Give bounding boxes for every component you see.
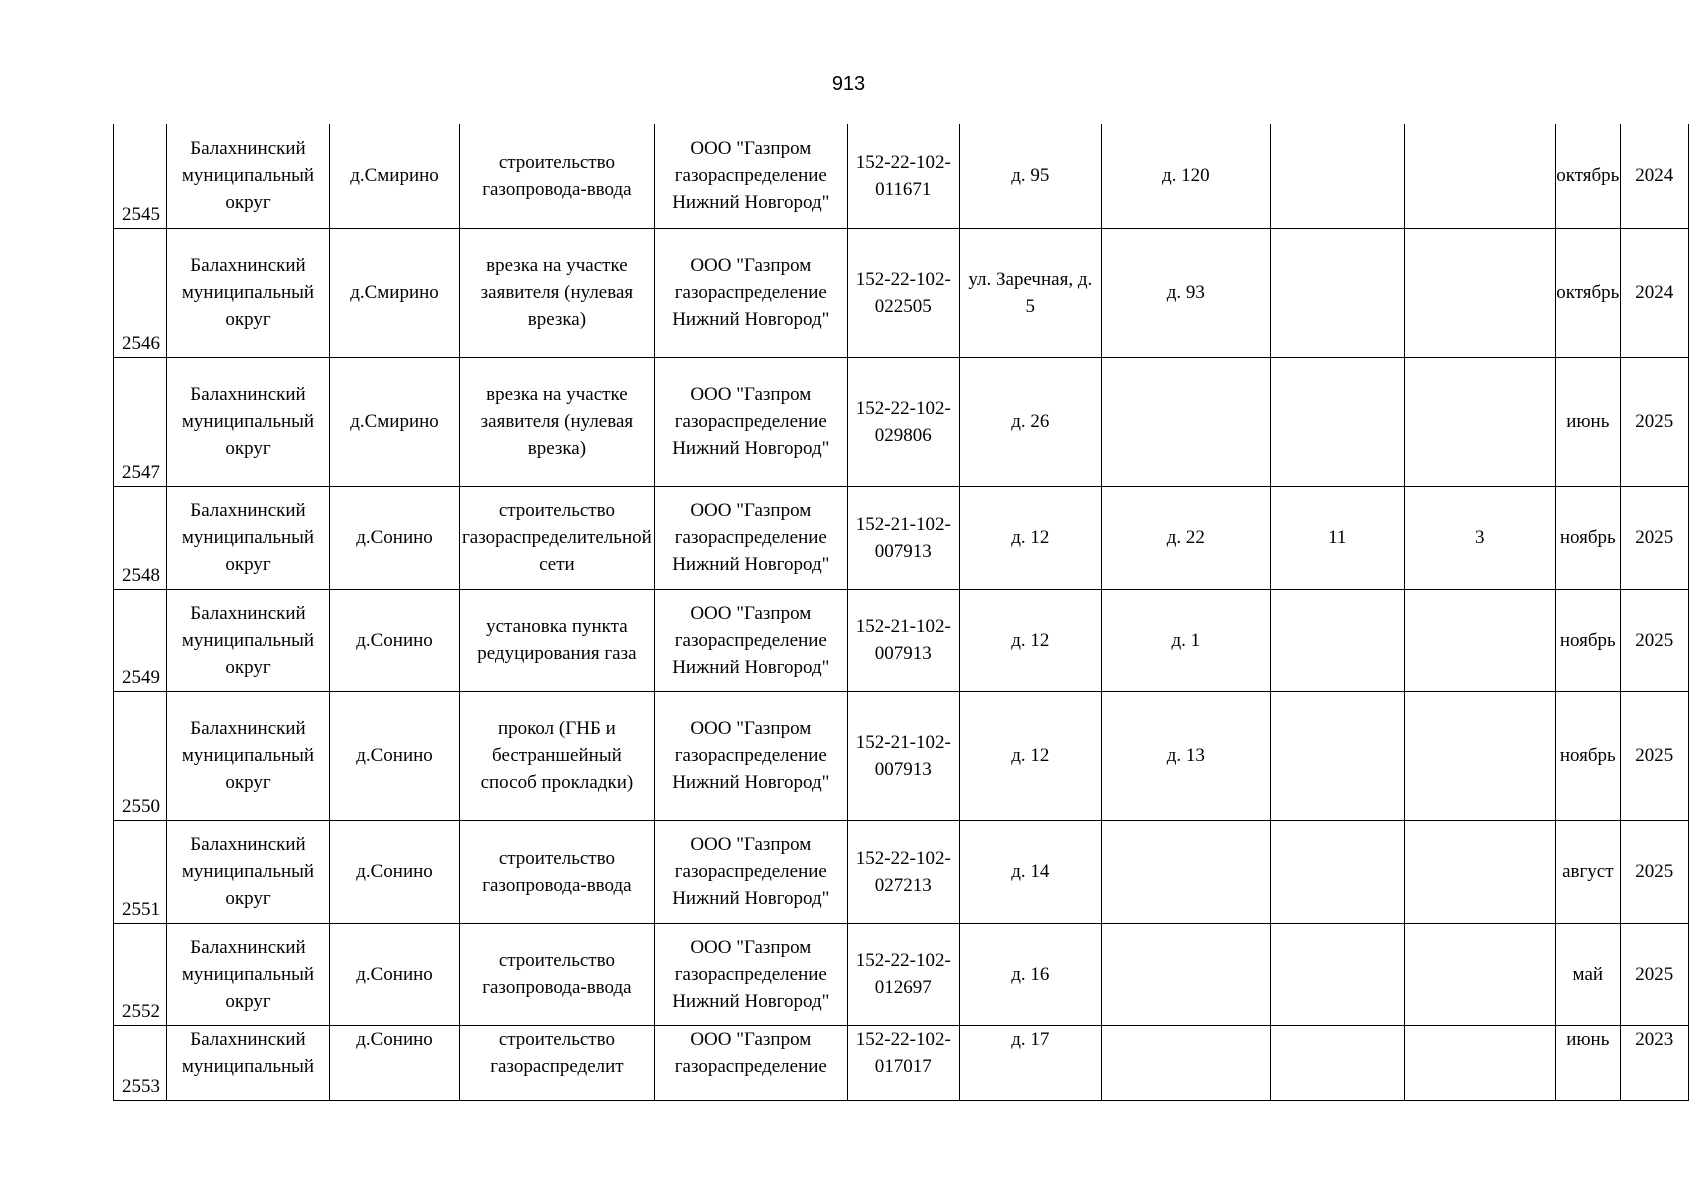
year-cell: 2025 (1620, 691, 1688, 820)
work-type-cell: строительство газопровода-ввода (460, 820, 655, 923)
code-cell: 152-22-102-022505 (847, 228, 959, 357)
address-from-cell: д. 12 (959, 691, 1101, 820)
district-cell: Балахнинский муниципальный округ (167, 486, 330, 589)
code-cell: 152-21-102-007913 (847, 486, 959, 589)
organization-cell: ООО "Газпром газораспределение Нижний Новгород" (654, 923, 847, 1025)
table-row (114, 124, 1689, 228)
value-cell-10 (1404, 124, 1555, 228)
month-cell: ноябрь (1555, 486, 1620, 589)
code-cell: 152-22-102-029806 (847, 357, 959, 486)
value-cell-10 (1404, 820, 1555, 923)
value-cell-10: 3 (1404, 486, 1555, 589)
district-cell: Балахнинский муниципальный округ (167, 357, 330, 486)
locality-cell: д.Сонино (330, 820, 460, 923)
month-cell: август (1555, 820, 1620, 923)
value-cell-9 (1270, 923, 1404, 1025)
code-cell: 152-22-102-017017 (847, 1025, 959, 1100)
value-cell-10 (1404, 1025, 1555, 1100)
district-cell: Балахнинский муниципальный округ (167, 820, 330, 923)
locality-cell: д.Сонино (330, 1025, 460, 1100)
value-cell-9 (1270, 124, 1404, 228)
month-cell: ноябрь (1555, 589, 1620, 691)
month-cell: октябрь (1555, 124, 1620, 228)
value-cell-10 (1404, 691, 1555, 820)
district-cell: Балахнинский муниципальный округ (167, 589, 330, 691)
value-cell-9 (1270, 691, 1404, 820)
month-cell: октябрь (1555, 228, 1620, 357)
row-number-cell: 2547 (114, 357, 167, 486)
value-cell-9 (1270, 1025, 1404, 1100)
year-cell: 2023 (1620, 1025, 1688, 1100)
year-cell: 2025 (1620, 486, 1688, 589)
organization-cell: ООО "Газпром газораспределение (654, 1025, 847, 1100)
table-row (114, 691, 1689, 820)
code-cell: 152-22-102-012697 (847, 923, 959, 1025)
organization-cell: ООО "Газпром газораспределение Нижний Новгород" (654, 691, 847, 820)
district-cell: Балахнинский муниципальный округ (167, 124, 330, 228)
code-cell: 152-21-102-007913 (847, 589, 959, 691)
code-cell: 152-22-102-011671 (847, 124, 959, 228)
locality-cell: д.Сонино (330, 486, 460, 589)
table-row (114, 589, 1689, 691)
address-from-cell: д. 12 (959, 486, 1101, 589)
address-to-cell: д. 93 (1101, 228, 1270, 357)
row-number-cell: 2551 (114, 820, 167, 923)
work-type-cell: строительство газопровода-ввода (460, 124, 655, 228)
address-from-cell: ул. Заречная, д. 5 (959, 228, 1101, 357)
organization-cell: ООО "Газпром газораспределение Нижний Новгород" (654, 486, 847, 589)
address-to-cell: д. 120 (1101, 124, 1270, 228)
locality-cell: д.Смирино (330, 357, 460, 486)
row-number-cell: 2549 (114, 589, 167, 691)
row-number-cell: 2545 (114, 124, 167, 228)
organization-cell: ООО "Газпром газораспределение Нижний Новгород" (654, 228, 847, 357)
year-cell: 2025 (1620, 923, 1688, 1025)
locality-cell: д.Смирино (330, 228, 460, 357)
year-cell: 2025 (1620, 820, 1688, 923)
value-cell-9: 11 (1270, 486, 1404, 589)
row-number-cell: 2550 (114, 691, 167, 820)
work-type-cell: строительство газораспределит (460, 1025, 655, 1100)
value-cell-10 (1404, 589, 1555, 691)
work-type-cell: врезка на участке заявителя (нулевая врезка) (460, 228, 655, 357)
work-type-cell: прокол (ГНБ и бестраншейный способ прокладки) (460, 691, 655, 820)
address-from-cell: д. 14 (959, 820, 1101, 923)
address-to-cell: д. 1 (1101, 589, 1270, 691)
work-type-cell: врезка на участке заявителя (нулевая врезка) (460, 357, 655, 486)
work-type-cell: установка пункта редуцирования газа (460, 589, 655, 691)
locality-cell: д.Смирино (330, 124, 460, 228)
locality-cell: д.Сонино (330, 589, 460, 691)
work-type-cell: строительство газопровода-ввода (460, 923, 655, 1025)
value-cell-9 (1270, 228, 1404, 357)
table-row (114, 923, 1689, 1025)
address-to-cell (1101, 923, 1270, 1025)
year-cell: 2024 (1620, 124, 1688, 228)
district-cell: Балахнинский муниципальный округ (167, 691, 330, 820)
code-cell: 152-21-102-007913 (847, 691, 959, 820)
address-from-cell: д. 26 (959, 357, 1101, 486)
address-from-cell: д. 16 (959, 923, 1101, 1025)
value-cell-10 (1404, 357, 1555, 486)
address-from-cell: д. 17 (959, 1025, 1101, 1100)
locality-cell: д.Сонино (330, 691, 460, 820)
organization-cell: ООО "Газпром газораспределение Нижний Новгород" (654, 589, 847, 691)
address-to-cell: д. 13 (1101, 691, 1270, 820)
value-cell-9 (1270, 820, 1404, 923)
year-cell: 2025 (1620, 589, 1688, 691)
code-cell: 152-22-102-027213 (847, 820, 959, 923)
row-number-cell: 2552 (114, 923, 167, 1025)
district-cell: Балахнинский муниципальный округ (167, 923, 330, 1025)
table-row (114, 1025, 1689, 1100)
address-to-cell (1101, 357, 1270, 486)
month-cell: май (1555, 923, 1620, 1025)
table-row (114, 820, 1689, 923)
address-from-cell: д. 95 (959, 124, 1101, 228)
organization-cell: ООО "Газпром газораспределение Нижний Новгород" (654, 124, 847, 228)
address-to-cell: д. 22 (1101, 486, 1270, 589)
month-cell: июнь (1555, 1025, 1620, 1100)
table-row (114, 228, 1689, 357)
organization-cell: ООО "Газпром газораспределение Нижний Новгород" (654, 357, 847, 486)
district-cell: Балахнинский муниципальный округ (167, 228, 330, 357)
value-cell-9 (1270, 589, 1404, 691)
address-from-cell: д. 12 (959, 589, 1101, 691)
district-cell: Балахнинский муниципальный (167, 1025, 330, 1100)
year-cell: 2025 (1620, 357, 1688, 486)
value-cell-10 (1404, 228, 1555, 357)
month-cell: ноябрь (1555, 691, 1620, 820)
works-table (113, 124, 1689, 1101)
value-cell-9 (1270, 357, 1404, 486)
table-row (114, 486, 1689, 589)
month-cell: июнь (1555, 357, 1620, 486)
row-number-cell: 2548 (114, 486, 167, 589)
row-number-cell: 2553 (114, 1025, 167, 1100)
locality-cell: д.Сонино (330, 923, 460, 1025)
year-cell: 2024 (1620, 228, 1688, 357)
row-number-cell: 2546 (114, 228, 167, 357)
table-row (114, 357, 1689, 486)
address-to-cell (1101, 820, 1270, 923)
work-type-cell: строительство газораспределительной сети (460, 486, 655, 589)
page-number: 913 (831, 73, 866, 95)
value-cell-10 (1404, 923, 1555, 1025)
organization-cell: ООО "Газпром газораспределение Нижний Новгород" (654, 820, 847, 923)
address-to-cell (1101, 1025, 1270, 1100)
